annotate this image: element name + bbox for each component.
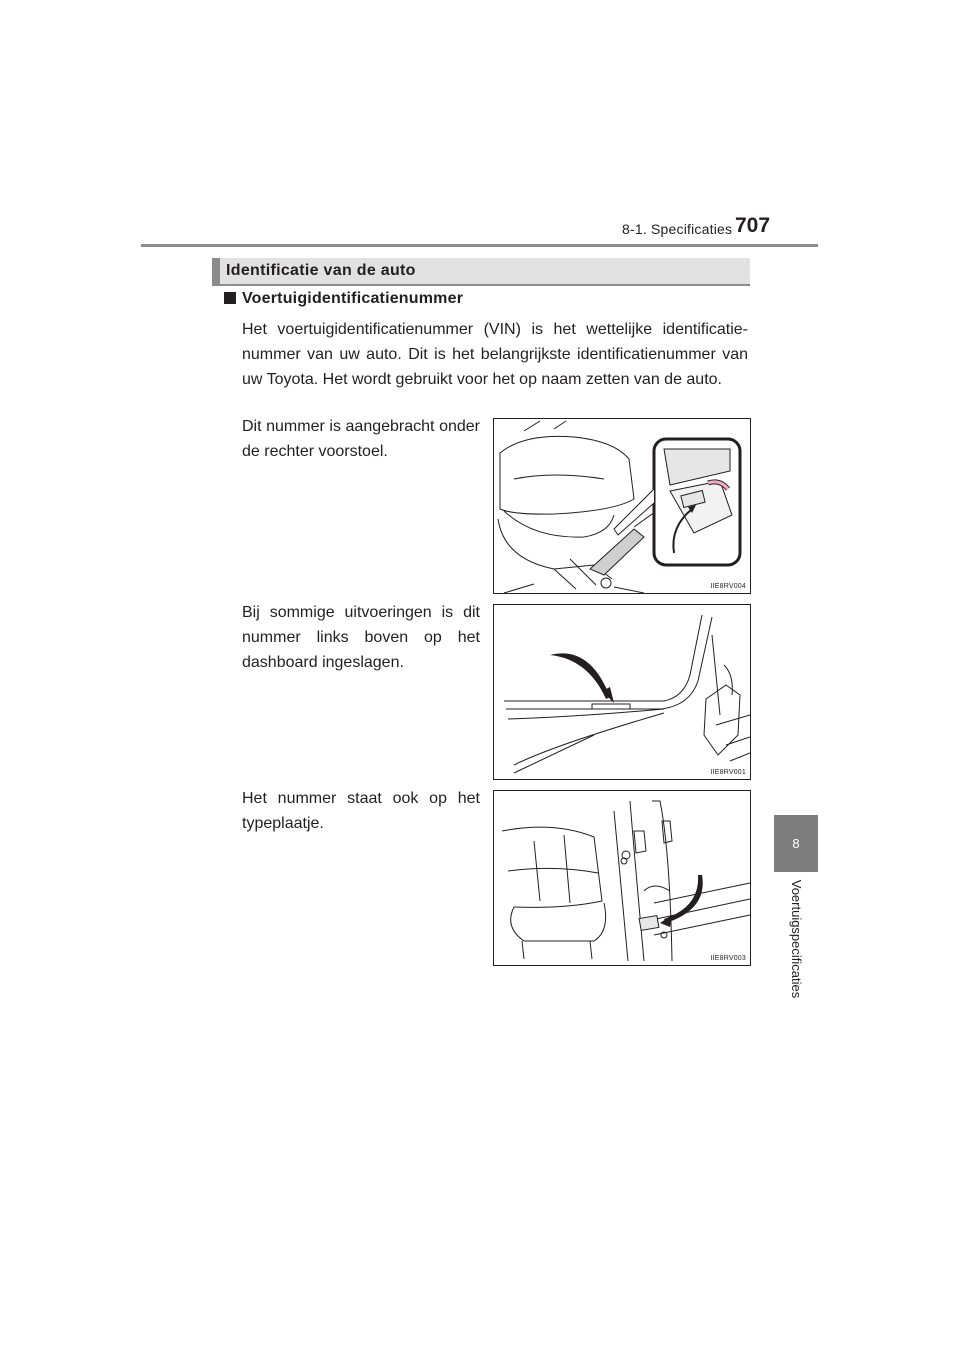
figure-dashboard — [493, 604, 751, 780]
page-number: 707 — [735, 214, 771, 237]
chapter-tab-label: Voertuigspecificaties — [789, 879, 804, 999]
figure-code: IIE8RV004 — [710, 583, 746, 590]
section-title-accent — [212, 258, 220, 286]
figure-under-seat — [493, 418, 751, 594]
subheading-text: Voertuigidentificatienummer — [242, 290, 464, 307]
chapter-tab: 8 — [774, 815, 818, 872]
dashboard-illustration — [494, 605, 750, 779]
figure-code: IIE8RV001 — [710, 769, 746, 776]
item-text-seat: Dit nummer is aangebracht onder de rechter voorstoel. — [242, 418, 480, 460]
figure-typeplate — [493, 790, 751, 966]
running-header-section: 8-1. Specificaties — [622, 221, 733, 237]
intro-paragraph: Het voertuigidentificatienummer (VIN) is het wettelijke identificatie-nummer van uw auto. Dit is het belangrijkste identificatienummer van uw Toyota. Het wordt gebruikt voor het op naam zetten van de auto. — [242, 321, 748, 388]
figure-code: IIE8RV003 — [710, 955, 746, 962]
magnified-inset — [654, 439, 740, 565]
seat-illustration — [494, 419, 750, 593]
item-text-dashboard: Bij sommige uitvoeringen is dit nummer links boven op het dashboard ingeslagen. — [242, 604, 480, 671]
item-text-typeplate: Het nummer staat ook op het typeplaatje. — [242, 790, 480, 832]
header-divider — [141, 244, 818, 247]
subheading — [224, 290, 463, 308]
section-title: Identificatie van de auto — [226, 262, 416, 279]
door-pillar-illustration — [494, 791, 750, 965]
square-bullet-icon — [224, 292, 236, 304]
